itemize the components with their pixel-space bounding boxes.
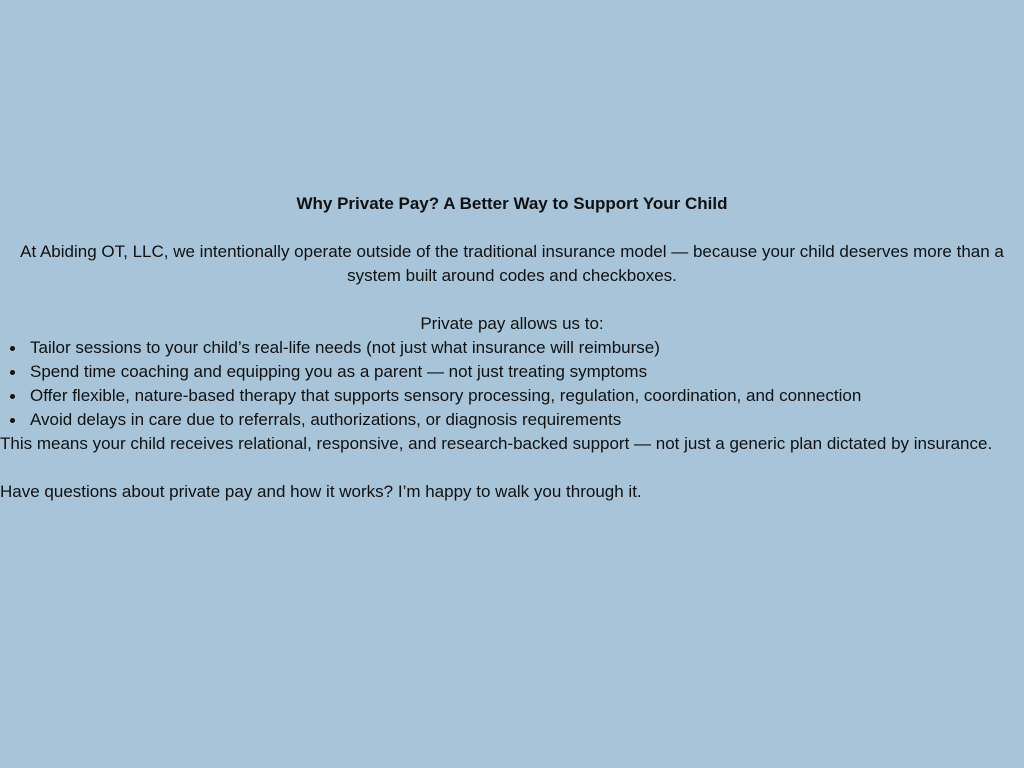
spacer xyxy=(0,216,1024,240)
private-pay-section xyxy=(0,192,1024,504)
benefits-lead: Private pay allows us to: xyxy=(420,314,604,333)
list-item: Avoid delays in care due to referrals, authorizations, or diagnosis requirements xyxy=(30,408,1024,432)
benefits-list xyxy=(0,336,1024,432)
list-item: Tailor sessions to your child’s real-life needs (not just what insurance will reimburse) xyxy=(30,336,1024,360)
section-title: Why Private Pay? A Better Way to Support Your Child xyxy=(296,194,728,213)
intro-paragraph: At Abiding OT, LLC, we intentionally operate outside of the traditional insurance model — because your child deserves more than a system built around codes and checkboxes. xyxy=(20,242,1004,285)
summary-paragraph: This means your child receives relational, responsive, and research-backed support — not just a generic plan dictated by insurance. xyxy=(0,434,993,453)
list-item: Offer flexible, nature-based therapy that supports sensory processing, regulation, coordination, and connection xyxy=(30,384,1024,408)
list-item: Spend time coaching and equipping you as a parent — not just treating symptoms xyxy=(30,360,1024,384)
closing-paragraph: Have questions about private pay and how it works? I’m happy to walk you through it. xyxy=(0,482,642,501)
spacer xyxy=(0,456,1024,480)
spacer xyxy=(0,288,1024,312)
